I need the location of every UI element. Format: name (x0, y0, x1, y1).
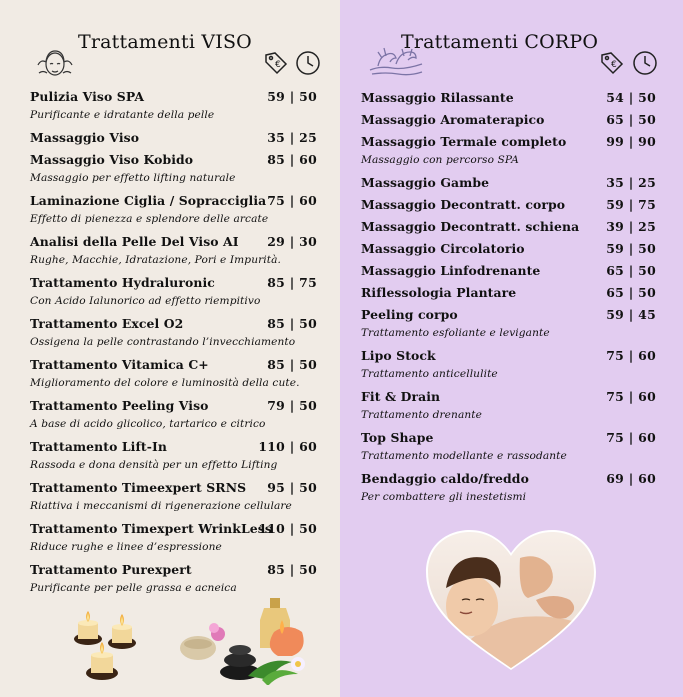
treatment-name: Massaggio Decontratt. schiena (361, 219, 580, 234)
list-item (361, 261, 656, 283)
treatment-name: Massaggio Decontratt. corpo (361, 197, 566, 212)
list-item (30, 396, 317, 437)
treatment-name: Lipo Stock (361, 348, 436, 363)
treatment-description: Purificante e idratante della pelle (30, 109, 215, 121)
treatment-name: Trattamento Timexpert WrinkLess (30, 521, 272, 536)
treatment-price: 65 | 50 (606, 112, 656, 127)
treatment-price: 95 | 50 (267, 480, 317, 495)
page-title: Trattamenti VISO (78, 31, 252, 53)
treatment-description: Riduce rughe e linee d’espressione (30, 541, 222, 553)
treatment-price: 85 | 50 (267, 357, 317, 372)
treatment-name: Massaggio Termale completo (361, 134, 567, 149)
list-item (361, 387, 656, 428)
treatment-description: Trattamento drenante (361, 409, 483, 421)
treatment-price: 65 | 50 (606, 263, 656, 278)
treatment-price: 54 | 50 (606, 90, 656, 105)
treatment-description: Rughe, Macchie, Idratazione, Pori e Impurità. (30, 254, 282, 266)
treatment-name: Top Shape (361, 430, 434, 445)
list-item (30, 519, 317, 560)
treatment-description: A base di acido glicolico, tartarico e citrico (30, 418, 266, 430)
treatment-description: Massaggio per effetto lifting naturale (30, 172, 236, 184)
treatment-name: Riflessologia Plantare (361, 285, 517, 300)
candles-image (68, 605, 148, 685)
treatment-name: Trattamento Excel O2 (30, 316, 184, 331)
treatment-description: Trattamento esfoliante e levigante (361, 327, 550, 339)
list-item (30, 191, 317, 232)
treatment-price: 35 | 25 (606, 175, 656, 190)
treatment-price: 85 | 75 (267, 275, 317, 290)
list-item (30, 87, 317, 128)
list-item (361, 195, 656, 217)
treatment-name: Trattamento Lift-In (30, 439, 167, 454)
list-item (361, 217, 656, 239)
list-item (30, 128, 317, 150)
treatment-name: Analisi della Pelle Del Viso AI (30, 234, 239, 249)
treatment-description: Effetto di pienezza e splendore delle arcate (30, 213, 269, 225)
treatment-name: Trattamento Peeling Viso (30, 398, 209, 413)
treatment-price: 99 | 90 (606, 134, 656, 149)
list-item (361, 88, 656, 110)
euro-tag-icon (599, 50, 625, 76)
list-item (30, 150, 317, 191)
treatment-price: 75 | 60 (606, 389, 656, 404)
spa-stones-image (178, 580, 318, 685)
treatment-price: 69 | 60 (606, 471, 656, 486)
list-item (361, 283, 656, 305)
treatment-price: 59 | 75 (606, 197, 656, 212)
clock-icon (632, 50, 658, 76)
svg-text:€: € (275, 60, 281, 70)
treatment-name: Massaggio Aromaterapico (361, 112, 545, 127)
treatment-name: Massaggio Viso (30, 130, 140, 145)
treatment-name: Peeling corpo (361, 307, 458, 322)
treatment-description: Massaggio con percorso SPA (361, 154, 519, 166)
treatment-price: 110 | 50 (258, 521, 317, 536)
list-item (30, 478, 317, 519)
treatment-name: Massaggio Circolatorio (361, 241, 525, 256)
treatment-name: Trattamento Timeexpert SRNS (30, 480, 247, 495)
treatment-description: Per combattere gli inestetismi (361, 491, 527, 503)
treatment-description: Ossigena la pelle contrastando l’invecchiamento (30, 336, 296, 348)
treatment-price: 65 | 50 (606, 285, 656, 300)
treatment-name: Massaggio Viso Kobido (30, 152, 194, 167)
treatment-name: Massaggio Gambe (361, 175, 490, 190)
list-item (361, 132, 656, 173)
treatment-price: 35 | 25 (267, 130, 317, 145)
treatment-name: Laminazione Ciglia / Sopracciglia (30, 193, 267, 208)
treatment-name: Fit & Drain (361, 389, 441, 404)
treatment-price: 75 | 60 (606, 348, 656, 363)
treatment-name: Pulizia Viso SPA (30, 89, 145, 104)
heart-massage-photo (424, 528, 599, 673)
clock-icon (295, 50, 321, 76)
treatment-price: 39 | 25 (606, 219, 656, 234)
treatment-description: Riattiva i meccanismi di rigenerazione cellulare (30, 500, 292, 512)
treatment-price: 59 | 45 (606, 307, 656, 322)
treatment-description: Rassoda e dona densità per un effetto Lifting (30, 459, 278, 471)
svg-text:€: € (611, 60, 617, 70)
list-item (361, 110, 656, 132)
list-item (361, 346, 656, 387)
treatment-price: 85 | 60 (267, 152, 317, 167)
treatment-description: Purificante per pelle grassa e acneica (30, 582, 237, 594)
list-item (361, 173, 656, 195)
treatment-description: Con Acido Ialunorico ad effetto riempitivo (30, 295, 261, 307)
treatment-price: 59 | 50 (606, 241, 656, 256)
list-item (30, 314, 317, 355)
treatment-name: Massaggio Linfodrenante (361, 263, 541, 278)
list-item (361, 469, 656, 510)
treatment-description: Miglioramento del colore e luminosità della cute. (30, 377, 300, 389)
euro-tag-icon (263, 50, 289, 76)
treatment-price: 110 | 60 (258, 439, 317, 454)
treatment-description: Trattamento anticellulite (361, 368, 498, 380)
treatment-name: Bendaggio caldo/freddo (361, 471, 529, 486)
list-item (361, 428, 656, 469)
treatment-name: Massaggio Rilassante (361, 90, 514, 105)
treatment-price: 85 | 50 (267, 316, 317, 331)
treatment-price: 75 | 60 (606, 430, 656, 445)
treatment-price: 79 | 50 (267, 398, 317, 413)
face-massage-icon (35, 43, 75, 83)
list-item (30, 437, 317, 478)
list-item (30, 355, 317, 396)
treatment-price: 29 | 30 (267, 234, 317, 249)
treatment-price: 59 | 50 (267, 89, 317, 104)
body-treatments-panel (340, 0, 683, 697)
treatment-name: Trattamento Hydraluronic (30, 275, 215, 290)
treatment-price: 85 | 50 (267, 562, 317, 577)
list-item (30, 273, 317, 314)
list-item (30, 232, 317, 273)
treatment-price: 75 | 60 (267, 193, 317, 208)
list-item (361, 305, 656, 346)
body-treatments-list (361, 88, 656, 510)
list-item (361, 239, 656, 261)
face-treatments-list (30, 87, 317, 601)
treatment-name: Trattamento Purexpert (30, 562, 192, 577)
treatment-description: Trattamento modellante e rassodante (361, 450, 567, 462)
face-treatments-panel (0, 0, 340, 697)
page-title: Trattamenti CORPO (401, 31, 599, 53)
treatment-name: Trattamento Vitamica C+ (30, 357, 209, 372)
